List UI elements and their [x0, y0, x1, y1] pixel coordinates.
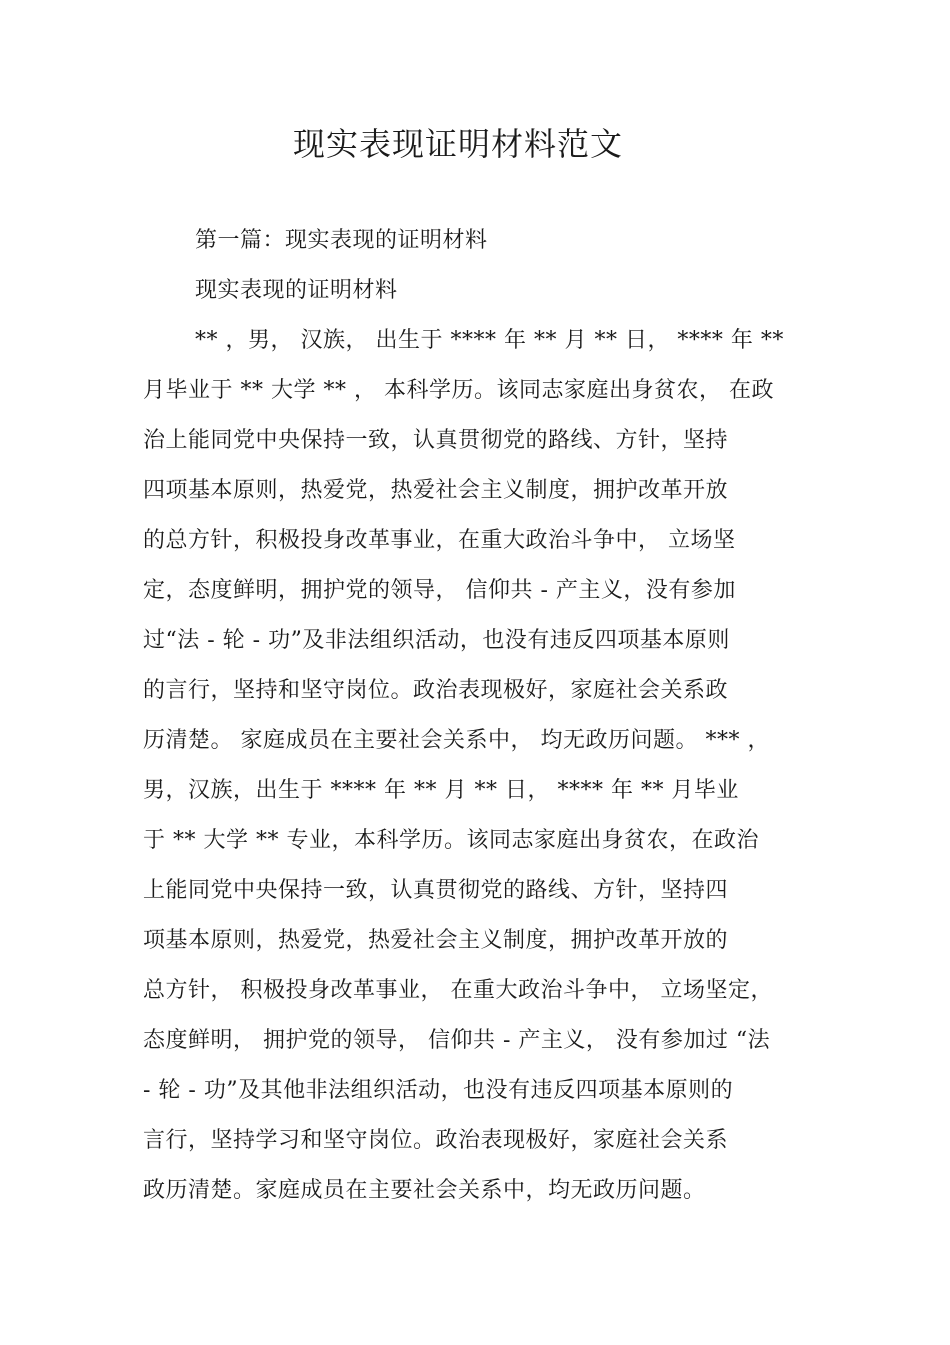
body-line: ** ，男， 汉族， 出生于 **** 年 ** 月 ** 日， **** 年 ** [195, 328, 784, 353]
body-line: 上能同党中央保持一致，认真贯彻党的路线、方针，坚持四 [143, 878, 729, 903]
body-line: 言行，坚持学习和坚守岗位。政治表现极好，家庭社会关系 [143, 1128, 729, 1153]
body-line: 治上能同党中央保持一致，认真贯彻党的路线、方针，坚持 [143, 428, 729, 453]
document-title: 现实表现证明材料范文 [292, 125, 623, 163]
body-line: 四项基本原则，热爱党，热爱社会主义制度，拥护改革开放 [143, 478, 729, 503]
body-line: 于 ** 大学 ** 专业，本科学历。该同志家庭出身贫农，在政治 [143, 828, 759, 853]
body-line: 男，汉族，出生于 **** 年 ** 月 ** 日， **** 年 ** 月毕业 [143, 778, 739, 803]
body-line: 的总方针，积极投身改革事业，在重大政治斗争中， 立场坚 [143, 528, 736, 553]
body-line: 月毕业于 ** 大学 ** ， 本科学历。该同志家庭出身贫农， 在政 [143, 378, 774, 403]
body-line: 政历清楚。家庭成员在主要社会关系中，均无政历问题。 [143, 1178, 706, 1203]
body-line: - 轮 - 功”及其他非法组织活动，也没有违反四项基本原则的 [143, 1078, 734, 1103]
heading-first-article: 第一篇：现实表现的证明材料 [195, 228, 488, 253]
body-line: 历清楚。 家庭成员在主要社会关系中， 均无政历问题。 *** ， [143, 728, 770, 753]
body-line: 总方针， 积极投身改革事业， 在重大政治斗争中， 立场坚定， [143, 978, 773, 1003]
body-line: 过“法 - 轮 - 功”及非法组织活动，也没有违反四项基本原则 [143, 628, 730, 653]
body-line: 的言行，坚持和坚守岗位。政治表现极好，家庭社会关系政 [143, 678, 729, 703]
body-line: 定，态度鲜明，拥护党的领导， 信仰共 - 产主义，没有参加 [143, 578, 736, 603]
body-line: 态度鲜明， 拥护党的领导， 信仰共 - 产主义， 没有参加过 “法 [143, 1028, 771, 1053]
heading-subtitle: 现实表现的证明材料 [195, 278, 398, 303]
body-line: 项基本原则，热爱党，热爱社会主义制度，拥护改革开放的 [143, 928, 729, 953]
